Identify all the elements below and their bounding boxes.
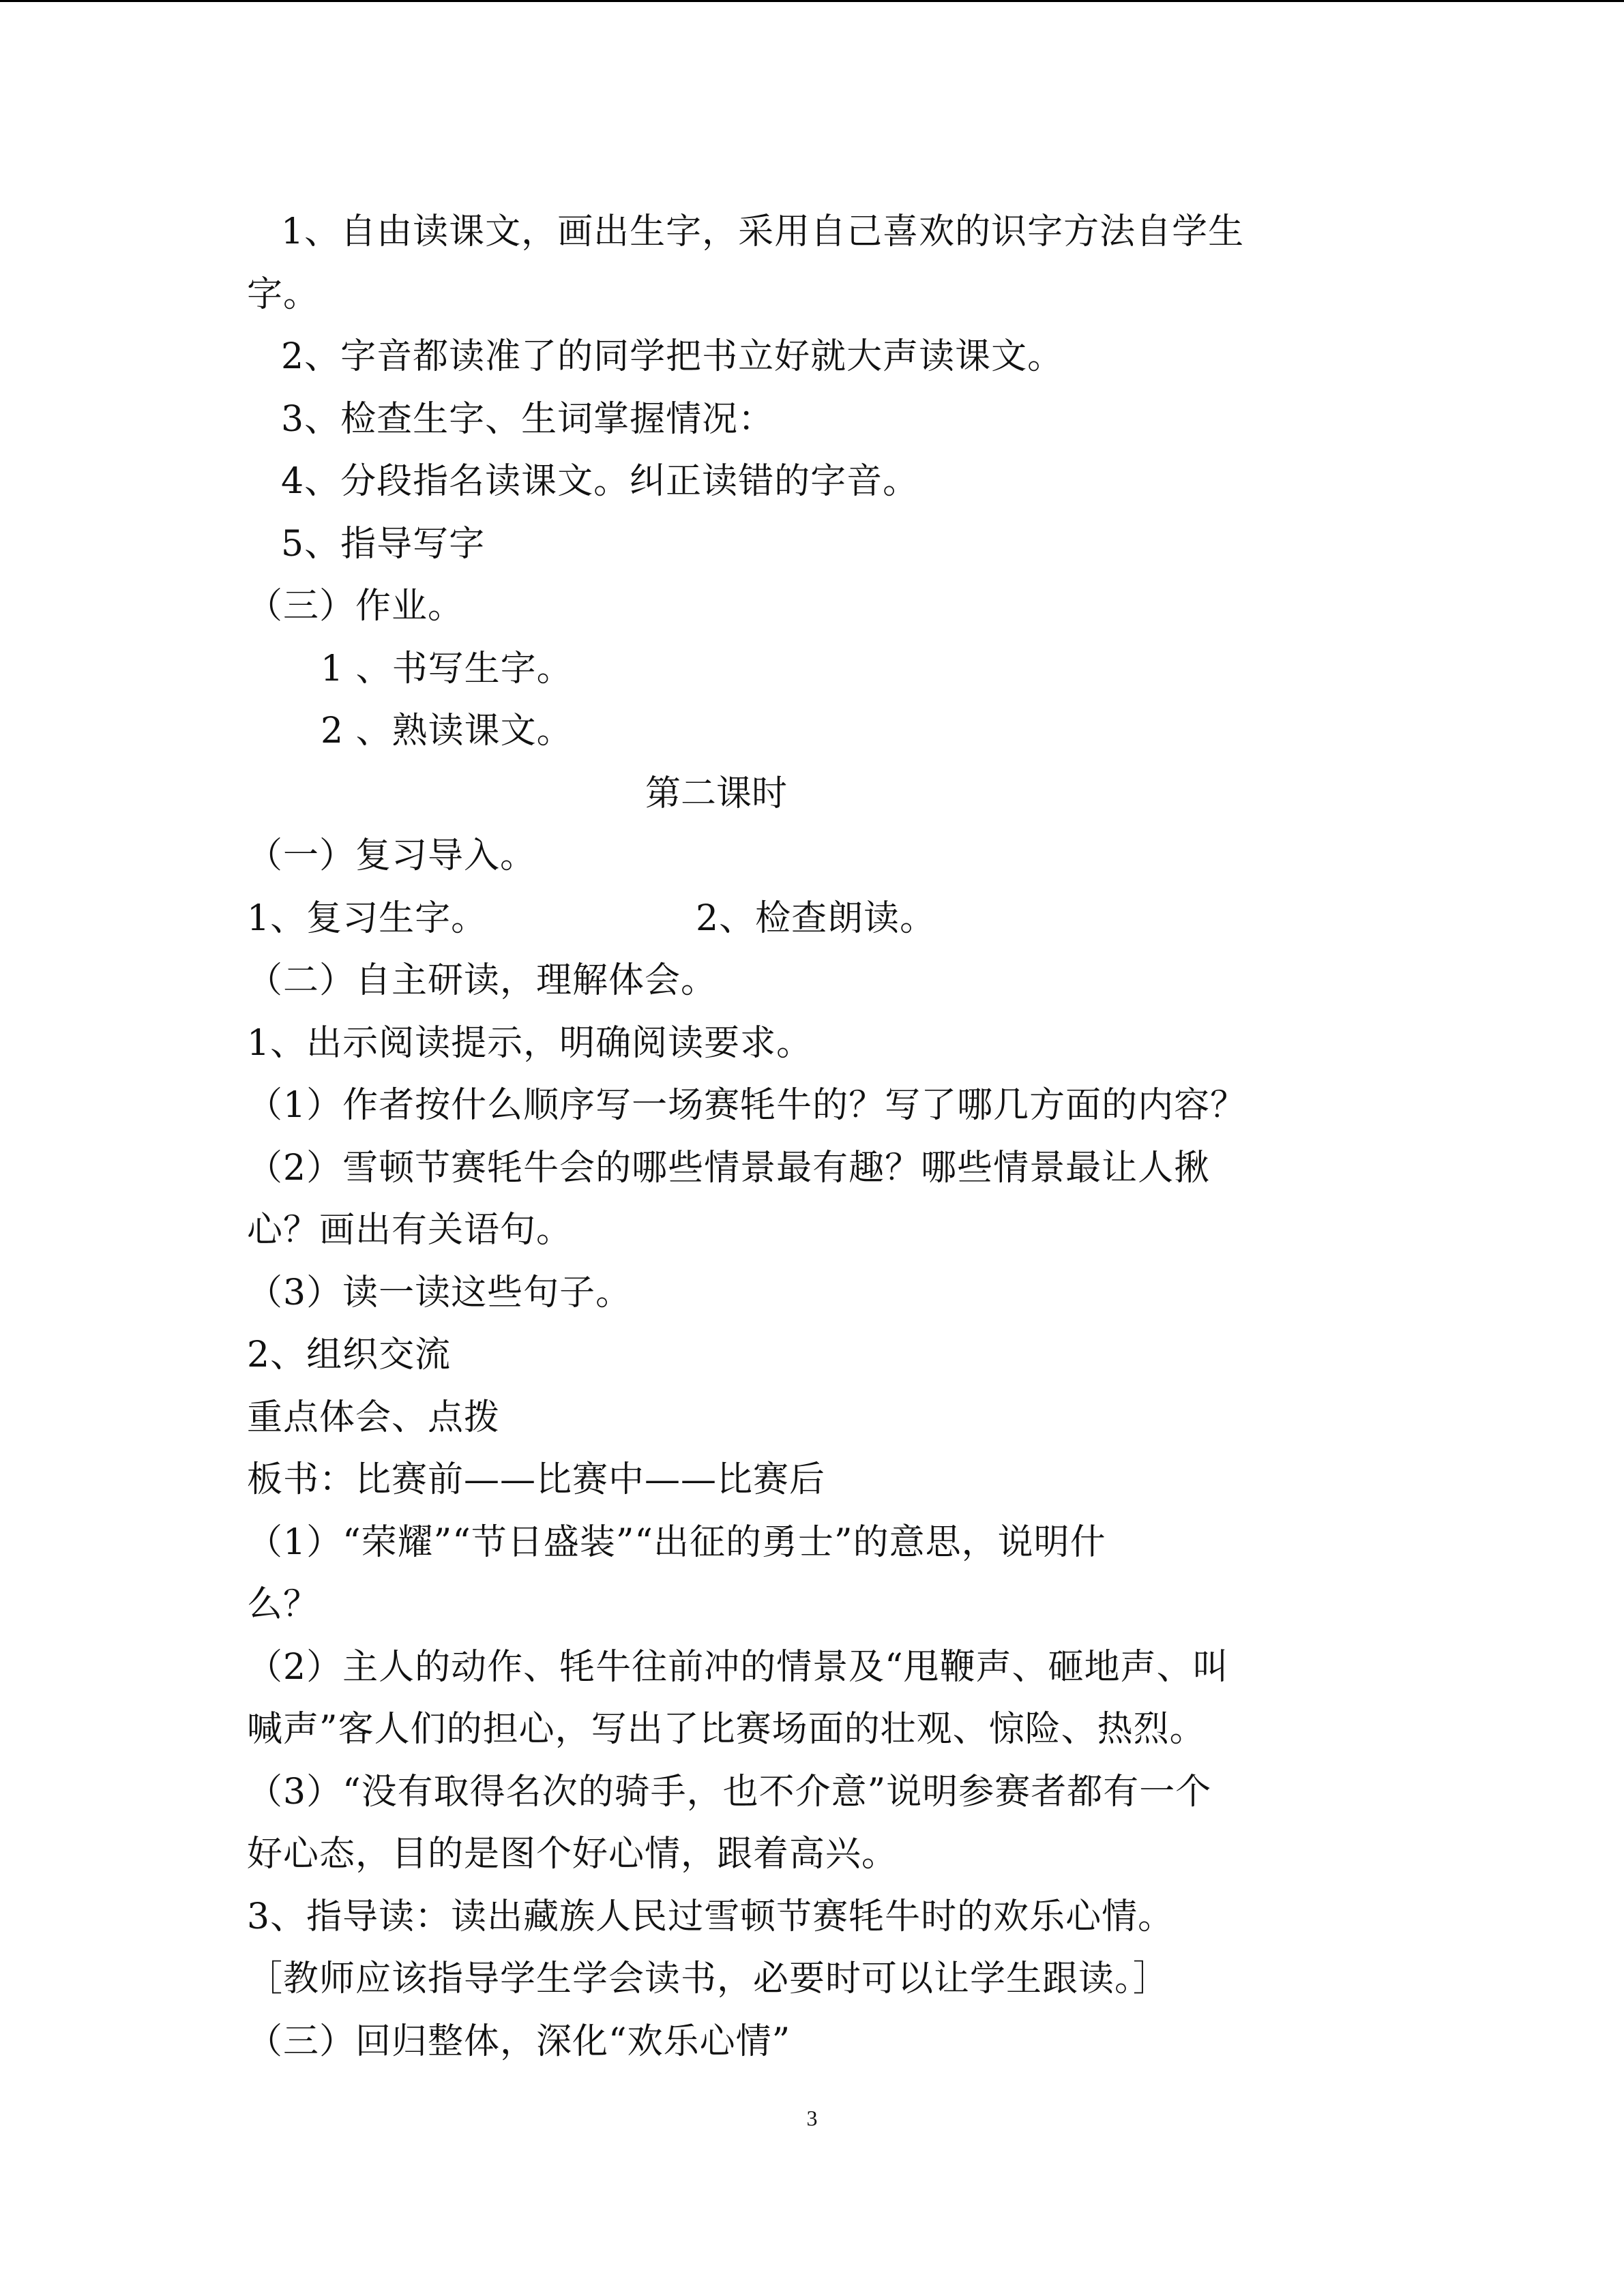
section-heading: （三）作业。 — [247, 586, 464, 627]
text-line: 2、字音都读准了的同学把书立好就大声读课文。 — [281, 336, 1064, 377]
text-line: 板书：比赛前——比赛中——比赛后 — [247, 1459, 826, 1500]
text-line: 么？ — [247, 1584, 320, 1625]
text-line: 3、检查生字、生词掌握情况： — [281, 399, 775, 440]
page-number: 3 — [806, 2106, 818, 2130]
text-line: 2 、熟读课文。 — [321, 711, 573, 751]
text-line: （2）主人的动作、牦牛往前冲的情景及“甩鞭声、砸地声、叫 — [247, 1647, 1229, 1688]
text-line: 好心态，目的是图个好心情，跟着高兴。 — [247, 1834, 898, 1875]
text-line: 字。 — [247, 274, 320, 315]
text-line: 1、自由读课文，画出生字，采用自己喜欢的识字方法自学生 — [281, 211, 1245, 252]
text-line: 2、检查朗读。 — [696, 898, 936, 939]
section-heading: （二）自主研读，理解体会。 — [247, 960, 718, 1001]
section-heading: （一）复习导入。 — [247, 835, 537, 876]
lesson-title: 第二课时 — [645, 773, 787, 814]
text-line: 3、指导读：读出藏族人民过雪顿节赛牦牛时的欢乐心情。 — [247, 1896, 1175, 1937]
text-line: （2）雪顿节赛牦牛会的哪些情景最有趣？哪些情景最让人揪 — [247, 1148, 1211, 1189]
text-line: （3）“没有取得名次的骑手，也不介意”说明参赛者都有一个 — [247, 1772, 1212, 1813]
text-line: 1 、书写生字。 — [321, 648, 573, 689]
text-line: 重点体会、点拨 — [247, 1397, 501, 1438]
text-line: 1、复习生字。 — [247, 898, 488, 939]
text-line: 1、出示阅读提示，明确阅读要求。 — [247, 1023, 813, 1064]
text-line: （3）读一读这些句子。 — [247, 1272, 632, 1313]
text-line: 喊声”客人们的担心，写出了比赛场面的壮观、惊险、热烈。 — [247, 1709, 1206, 1750]
text-line: 心？画出有关语句。 — [247, 1210, 573, 1251]
text-line: 4、分段指名读课文。纠正读错的字音。 — [281, 461, 919, 502]
text-line: 5、指导写字 — [281, 524, 486, 565]
section-heading: （三）回归整体，深化“欢乐心情” — [247, 2021, 791, 2062]
text-line: 2、组织交流 — [247, 1335, 452, 1375]
text-line: ［教师应该指导学生学会读书，必要时可以让学生跟读。］ — [247, 1958, 1170, 1999]
text-line: （1）作者按什么顺序写一场赛牦牛的？写了哪几方面的内容？ — [247, 1085, 1247, 1126]
text-line: （1）“荣耀”“节日盛装”“出征的勇士”的意思，说明什 — [247, 1522, 1106, 1563]
